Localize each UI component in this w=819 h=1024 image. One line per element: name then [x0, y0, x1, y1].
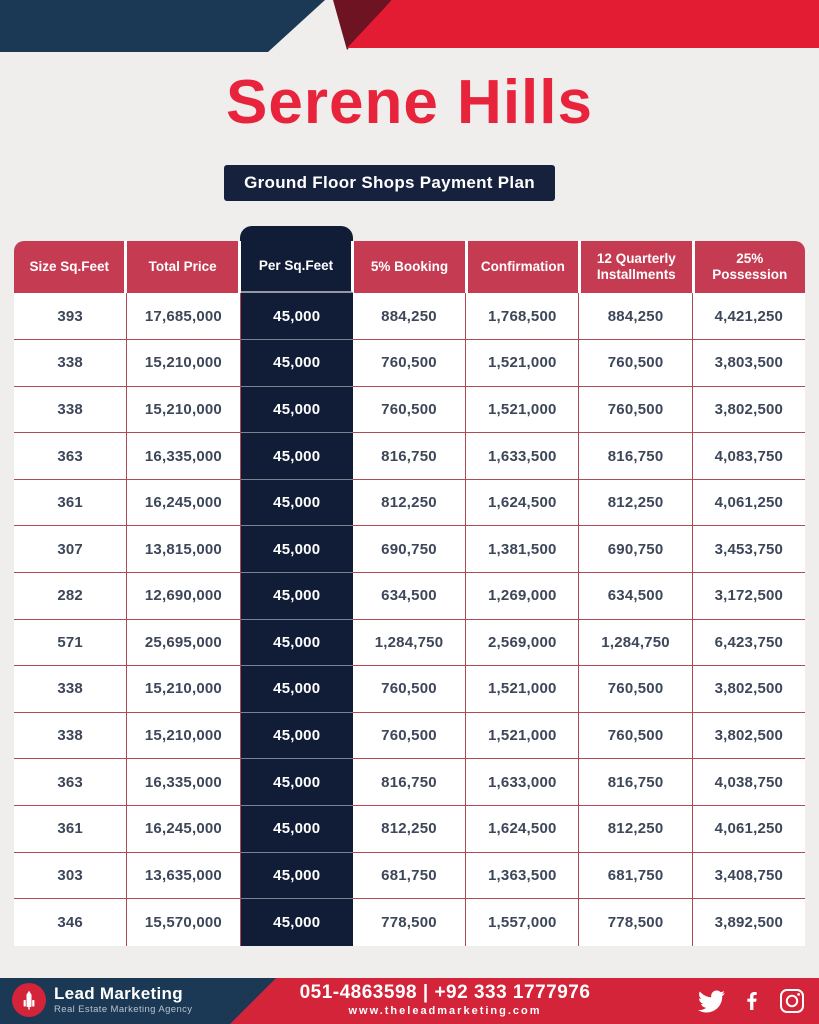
table-row	[14, 433, 805, 480]
table-cell: 282	[14, 573, 127, 620]
column-header: Size Sq.Feet	[14, 241, 127, 293]
table-cell: 16,335,000	[127, 433, 240, 480]
table-cell: 45,000	[241, 806, 353, 853]
table-cell: 1,633,000	[466, 759, 579, 806]
facebook-icon[interactable]	[740, 989, 764, 1013]
table-cell: 4,061,250	[693, 806, 805, 853]
table-cell: 690,750	[579, 526, 692, 573]
table-cell: 778,500	[353, 899, 466, 946]
table-cell: 760,500	[579, 340, 692, 387]
table-cell: 760,500	[353, 666, 466, 713]
table-cell: 45,000	[273, 913, 321, 931]
twitter-icon[interactable]	[698, 988, 725, 1015]
table-cell: 45,000	[241, 387, 353, 434]
column-header: 25% Possession	[695, 241, 805, 293]
table-cell: 2,569,000	[466, 620, 579, 667]
table-cell: 3,453,750	[693, 526, 805, 573]
brand-name: Lead Marketing	[54, 983, 183, 1003]
table-row	[14, 666, 805, 713]
table-cell: 760,500	[353, 713, 466, 760]
table-cell: 1,624,500	[466, 480, 579, 527]
table-cell: 3,408,750	[693, 853, 805, 900]
table-row	[14, 899, 805, 946]
table-cell: 812,250	[353, 806, 466, 853]
column-header: Per Sq.Feet	[241, 241, 354, 293]
brand-block	[12, 983, 192, 1017]
table-cell: 12,690,000	[127, 573, 240, 620]
table-cell: 816,750	[579, 759, 692, 806]
page-title: Serene Hills	[226, 68, 593, 137]
payment-plan-table	[14, 241, 805, 945]
table-cell: 363	[14, 433, 127, 480]
table-cell: 4,061,250	[693, 480, 805, 527]
phone-numbers: 051-4863598 | +92 333 1777976	[299, 982, 591, 1003]
table-cell: 15,210,000	[127, 387, 240, 434]
table-cell: 3,172,500	[693, 573, 805, 620]
table-cell: 3,803,500	[693, 340, 805, 387]
table-cell: 4,038,750	[693, 759, 805, 806]
banner-red-shape	[347, 0, 819, 48]
table-cell: 760,500	[579, 713, 692, 760]
table-cell: 361	[14, 480, 127, 527]
table-cell: 303	[14, 853, 127, 900]
banner-navy-shape	[0, 0, 325, 52]
table-cell: 760,500	[579, 387, 692, 434]
table-cell: 45,000	[241, 666, 353, 713]
table-header	[14, 241, 805, 293]
table-cell: 45,000	[241, 526, 353, 573]
table-cell: 338	[14, 666, 127, 713]
table-cell: 17,685,000	[127, 293, 240, 340]
table-cell: 393	[14, 293, 127, 340]
table-cell: 681,750	[579, 853, 692, 900]
table-cell: 45,000	[241, 480, 353, 527]
table-row	[14, 293, 805, 340]
table-cell: 338	[14, 387, 127, 434]
column-header: Total Price	[127, 241, 240, 293]
table-cell: 760,500	[353, 340, 466, 387]
table-row	[14, 713, 805, 760]
table-cell: 4,083,750	[693, 433, 805, 480]
table-cell: 1,557,000	[466, 899, 579, 946]
table-cell: 884,250	[353, 293, 466, 340]
table-row	[14, 759, 805, 806]
column-header: Confirmation	[468, 241, 581, 293]
table-cell: 45,000	[241, 433, 353, 480]
table-cell: 15,570,000	[127, 899, 240, 946]
website-url[interactable]: www.theleadmarketing.com	[348, 1005, 542, 1017]
table-cell: 13,815,000	[127, 526, 240, 573]
table-cell: 1,284,750	[353, 620, 466, 667]
subtitle-badge: Ground Floor Shops Payment Plan	[224, 165, 555, 201]
contact-block	[280, 982, 610, 1017]
table-cell: 361	[14, 806, 127, 853]
table-cell: 45,000	[241, 573, 353, 620]
footer-bar	[0, 978, 819, 1024]
table-cell: 3,802,500	[693, 666, 805, 713]
brand-tagline: Real Estate Marketing Agency	[54, 1004, 193, 1016]
table-cell: 6,423,750	[693, 620, 805, 667]
table-cell: 812,250	[579, 480, 692, 527]
table-row	[14, 620, 805, 667]
column-header: 5% Booking	[354, 241, 467, 293]
table-row	[14, 480, 805, 527]
table-cell: 13,635,000	[127, 853, 240, 900]
table-cell: 778,500	[579, 899, 692, 946]
table-cell: 760,500	[579, 666, 692, 713]
column-header: 12 Quarterly Installments	[581, 241, 694, 293]
table-cell: 15,210,000	[127, 713, 240, 760]
table-cell: 1,768,500	[466, 293, 579, 340]
table-row	[14, 526, 805, 573]
table-cell: 45,000	[241, 759, 353, 806]
table-row	[14, 387, 805, 434]
table-cell: 571	[14, 620, 127, 667]
table-cell: 15,210,000	[127, 340, 240, 387]
table-cell: 1,633,500	[466, 433, 579, 480]
top-banner	[0, 0, 819, 54]
table-cell: 45,000	[241, 340, 353, 387]
table-cell: 812,250	[579, 806, 692, 853]
table-cell: 816,750	[353, 759, 466, 806]
table-cell: 1,521,000	[466, 713, 579, 760]
table-cell: 681,750	[353, 853, 466, 900]
table-cell: 45,000	[241, 713, 353, 760]
table-cell: 1,521,000	[466, 387, 579, 434]
table-row	[14, 573, 805, 620]
table-cell: 3,892,500	[693, 899, 805, 946]
table-cell: 45,000	[241, 293, 353, 340]
table-cell: 1,363,500	[466, 853, 579, 900]
table-cell: 45,000	[241, 853, 353, 900]
lead-marketing-logo-icon	[12, 983, 46, 1017]
table-cell: 3,802,500	[693, 713, 805, 760]
instagram-icon[interactable]	[779, 988, 805, 1014]
table-row	[14, 853, 805, 900]
table-cell: 338	[14, 713, 127, 760]
table-cell: 16,245,000	[127, 806, 240, 853]
table-cell: 16,245,000	[127, 480, 240, 527]
table-cell: 816,750	[579, 433, 692, 480]
table-cell: 816,750	[353, 433, 466, 480]
table-row	[14, 340, 805, 387]
table-cell: 690,750	[353, 526, 466, 573]
table-cell: 1,269,000	[466, 573, 579, 620]
table-cell: 25,695,000	[127, 620, 240, 667]
table-cell: 1,624,500	[466, 806, 579, 853]
social-links	[698, 978, 805, 1024]
table-body	[14, 293, 805, 945]
table-cell: 307	[14, 526, 127, 573]
table-cell: 4,421,250	[693, 293, 805, 340]
table-cell: 812,250	[353, 480, 466, 527]
table-cell: 1,284,750	[579, 620, 692, 667]
table-cell: 346	[14, 899, 127, 946]
table-cell: 634,500	[353, 573, 466, 620]
table-cell: 1,381,500	[466, 526, 579, 573]
table-cell: 3,802,500	[693, 387, 805, 434]
table-cell: 1,521,000	[466, 666, 579, 713]
table-cell: 1,521,000	[466, 340, 579, 387]
table-row	[14, 806, 805, 853]
table-cell: 15,210,000	[127, 666, 240, 713]
table-cell: 884,250	[579, 293, 692, 340]
table-cell: 363	[14, 759, 127, 806]
table-cell: 16,335,000	[127, 759, 240, 806]
table-cell: 338	[14, 340, 127, 387]
table-cell: 45,000	[241, 620, 353, 667]
table-cell: 760,500	[353, 387, 466, 434]
table-cell: 634,500	[579, 573, 692, 620]
